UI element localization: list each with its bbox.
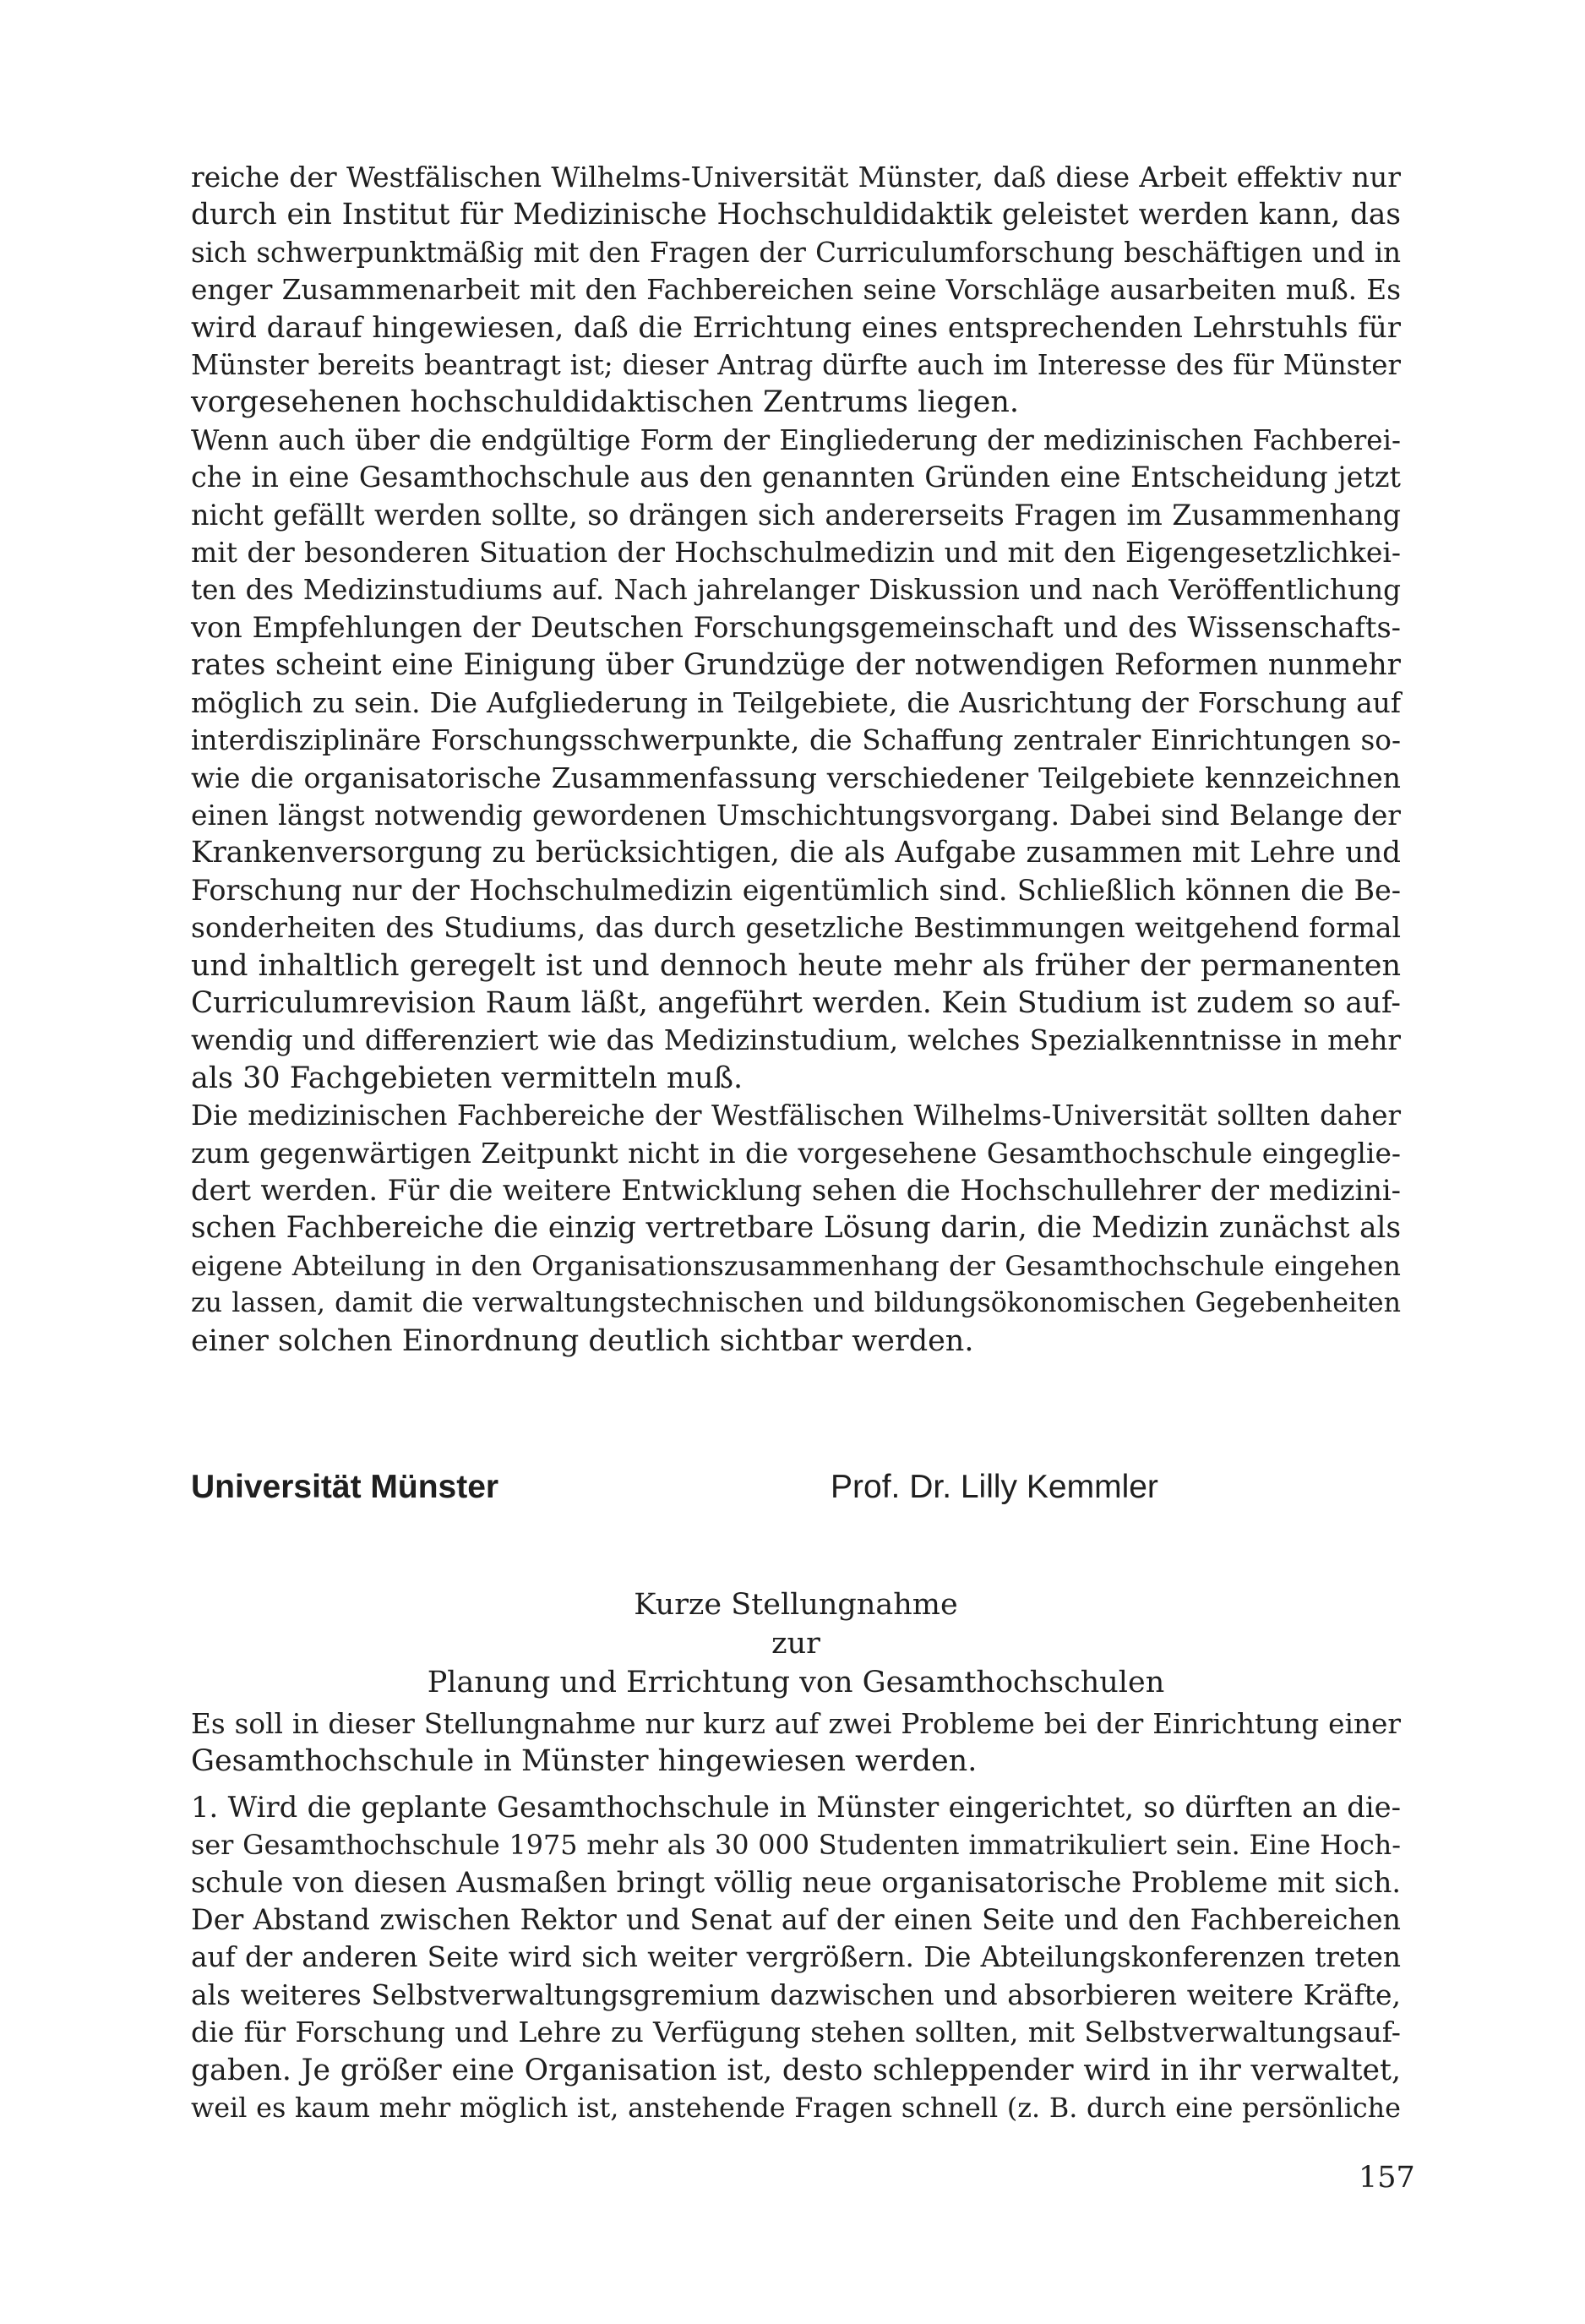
text-line: wird darauf hingewiesen, daß die Errichtung eines entsprechenden Lehrstuhls für <box>191 310 1401 345</box>
text-line: Münster bereits beantragt ist; dieser Antrag dürfte auch im Interesse des für Münster <box>191 349 1401 382</box>
text-line: Es soll in dieser Stellungnahme nur kurz auf zwei Probleme bei der Einrichtung einer <box>191 1708 1401 1740</box>
body-text-top <box>191 159 1401 1360</box>
text-line: mit der besonderen Situation der Hochschulmedizin und mit den Eigengesetzlichkei- <box>191 536 1401 570</box>
text-line: als weiteres Selbstverwaltungsgremium dazwischen und absorbieren weitere Kräfte, <box>191 1978 1401 2011</box>
text-line: einer solchen Einordnung deutlich sichtbar werden. <box>191 1323 974 1358</box>
text-line: enger Zusammenarbeit mit den Fachbereichen seine Vorschläge ausarbeiten muß. Es <box>191 274 1401 307</box>
text-line: vorgesehenen hochschuldidaktischen Zentrums liegen. <box>191 385 1020 420</box>
institution-heading: Universität Münster <box>191 1469 499 1505</box>
text-line: schule von diesen Ausmaßen bringt völlig neue organisatorische Probleme mit sich. <box>191 1865 1401 1899</box>
text-line: Der Abstand zwischen Rektor und Senat auf der einen Seite und den Fachbereichen <box>191 1903 1401 1937</box>
paragraph-intro <box>191 1705 1401 1781</box>
text-line: wendig und differenziert wie das Medizinstudium, welches Spezialkenntnisse in mehr <box>191 1024 1401 1057</box>
title-line: Kurze Stellungnahme <box>634 1588 958 1622</box>
text-line: che in eine Gesamthochschule aus den genannten Gründen eine Entscheidung jetzt <box>191 461 1401 494</box>
text-line: von Empfehlungen der Deutschen Forschungsgemeinschaft und des Wissenschafts- <box>191 610 1401 644</box>
title-line: zur <box>771 1627 820 1661</box>
text-line: nicht gefällt werden sollte, so drängen sich andererseits Fragen im Zusammenhang <box>191 498 1401 532</box>
text-line: rates scheint eine Einigung über Grundzüge der notwendigen Reformen nunmehr <box>191 648 1401 683</box>
text-line: einen längst notwendig gewordenen Umschichtungsvorgang. Dabei sind Belange der <box>191 798 1401 832</box>
text-line: reiche der Westfälischen Wilhelms-Universität Münster, daß diese Arbeit effektiv nur <box>191 161 1401 194</box>
body-text-bottom <box>191 1705 1401 2126</box>
text-line: Gesamthochschule in Münster hingewiesen werden. <box>191 1744 978 1779</box>
text-line: gaben. Je größer eine Organisation ist, desto schleppender wird in ihr verwaltet, <box>191 2053 1401 2087</box>
text-line: zum gegenwärtigen Zeitpunkt nicht in die vorgesehene Gesamthochschule eingeglie- <box>191 1136 1401 1170</box>
text-line: auf der anderen Seite wird sich weiter vergrößern. Die Abteilungskonferenzen treten <box>191 1941 1401 1974</box>
text-line: Forschung nur der Hochschulmedizin eigentümlich sind. Schließlich können die Be- <box>191 873 1401 907</box>
text-line: als 30 Fachgebieten vermitteln muß. <box>191 1061 743 1095</box>
author-heading: Prof. Dr. Lilly Kemmler <box>831 1469 1158 1505</box>
text-line: Krankenversorgung zu berücksichtigen, die als Aufgabe zusammen mit Lehre und <box>191 836 1401 870</box>
text-line: und inhaltlich geregelt ist und dennoch heute mehr als früher der permanenten <box>191 948 1401 983</box>
text-line: wie die organisatorische Zusammenfassung verschiedener Teilgebiete kennzeichnen <box>191 761 1401 794</box>
paragraph-point-1 <box>191 1789 1401 2127</box>
title-line: Planung und Errichtung von Gesamthochschulen <box>427 1666 1165 1699</box>
text-line: zu lassen, damit die verwaltungstechnischen und bildungsökonomischen Gegebenheiten <box>191 1288 1401 1319</box>
text-line: dert werden. Für die weitere Entwicklung sehen die Hochschullehrer der medizini- <box>191 1173 1401 1207</box>
page-number: 157 <box>1359 2161 1415 2195</box>
paragraph-curriculum <box>191 159 1401 422</box>
text-line: sonderheiten des Studiums, das durch gesetzliche Bestimmungen weitgehend formal <box>191 911 1401 945</box>
text-line: ten des Medizinstudiums auf. Nach jahrelanger Diskussion und nach Veröffentlichung <box>191 574 1401 607</box>
text-line: Die medizinischen Fachbereiche der Westfälischen Wilhelms-Universität sollten daher <box>191 1099 1401 1132</box>
section-heading <box>191 1469 1401 1511</box>
paragraph-eingliederung <box>191 422 1401 1097</box>
text-line: weil es kaum mehr möglich ist, anstehende Fragen schnell (z. B. durch eine persönliche <box>191 2092 1401 2125</box>
text-line: Curriculumrevision Raum läßt, angeführt werden. Kein Studium ist zudem so auf- <box>191 985 1401 1020</box>
text-line: schen Fachbereiche die einzig vertretbare Lösung darin, die Medizin zunächst als <box>191 1211 1401 1246</box>
document-title <box>191 1585 1401 1702</box>
text-line: eigene Abteilung in den Organisationszusammenhang der Gesamthochschule eingehen <box>191 1249 1401 1282</box>
text-line: die für Forschung und Lehre zu Verfügung stehen sollten, mit Selbstverwaltungsauf- <box>191 2016 1401 2049</box>
text-line: durch ein Institut für Medizinische Hochschuldidaktik geleistet werden kann, das <box>191 198 1401 232</box>
text-line: interdisziplinäre Forschungsschwerpunkte, die Schaffung zentraler Einrichtungen so- <box>191 724 1401 757</box>
paragraph-conclusion <box>191 1097 1401 1360</box>
text-line: möglich zu sein. Die Aufgliederung in Teilgebiete, die Ausrichtung der Forschung auf <box>191 686 1401 719</box>
text-line: Wenn auch über die endgültige Form der Eingliederung der medizinischen Fachberei- <box>191 423 1401 456</box>
text-line: 1. Wird die geplante Gesamthochschule in Münster eingerichtet, so dürften an die- <box>191 1790 1401 1824</box>
text-line: ser Gesamthochschule 1975 mehr als 30 000 Studenten immatrikuliert sein. Eine Hoch- <box>191 1829 1401 1862</box>
text-line: sich schwerpunktmäßig mit den Fragen der Curriculumforschung beschäftigen und in <box>191 236 1401 269</box>
